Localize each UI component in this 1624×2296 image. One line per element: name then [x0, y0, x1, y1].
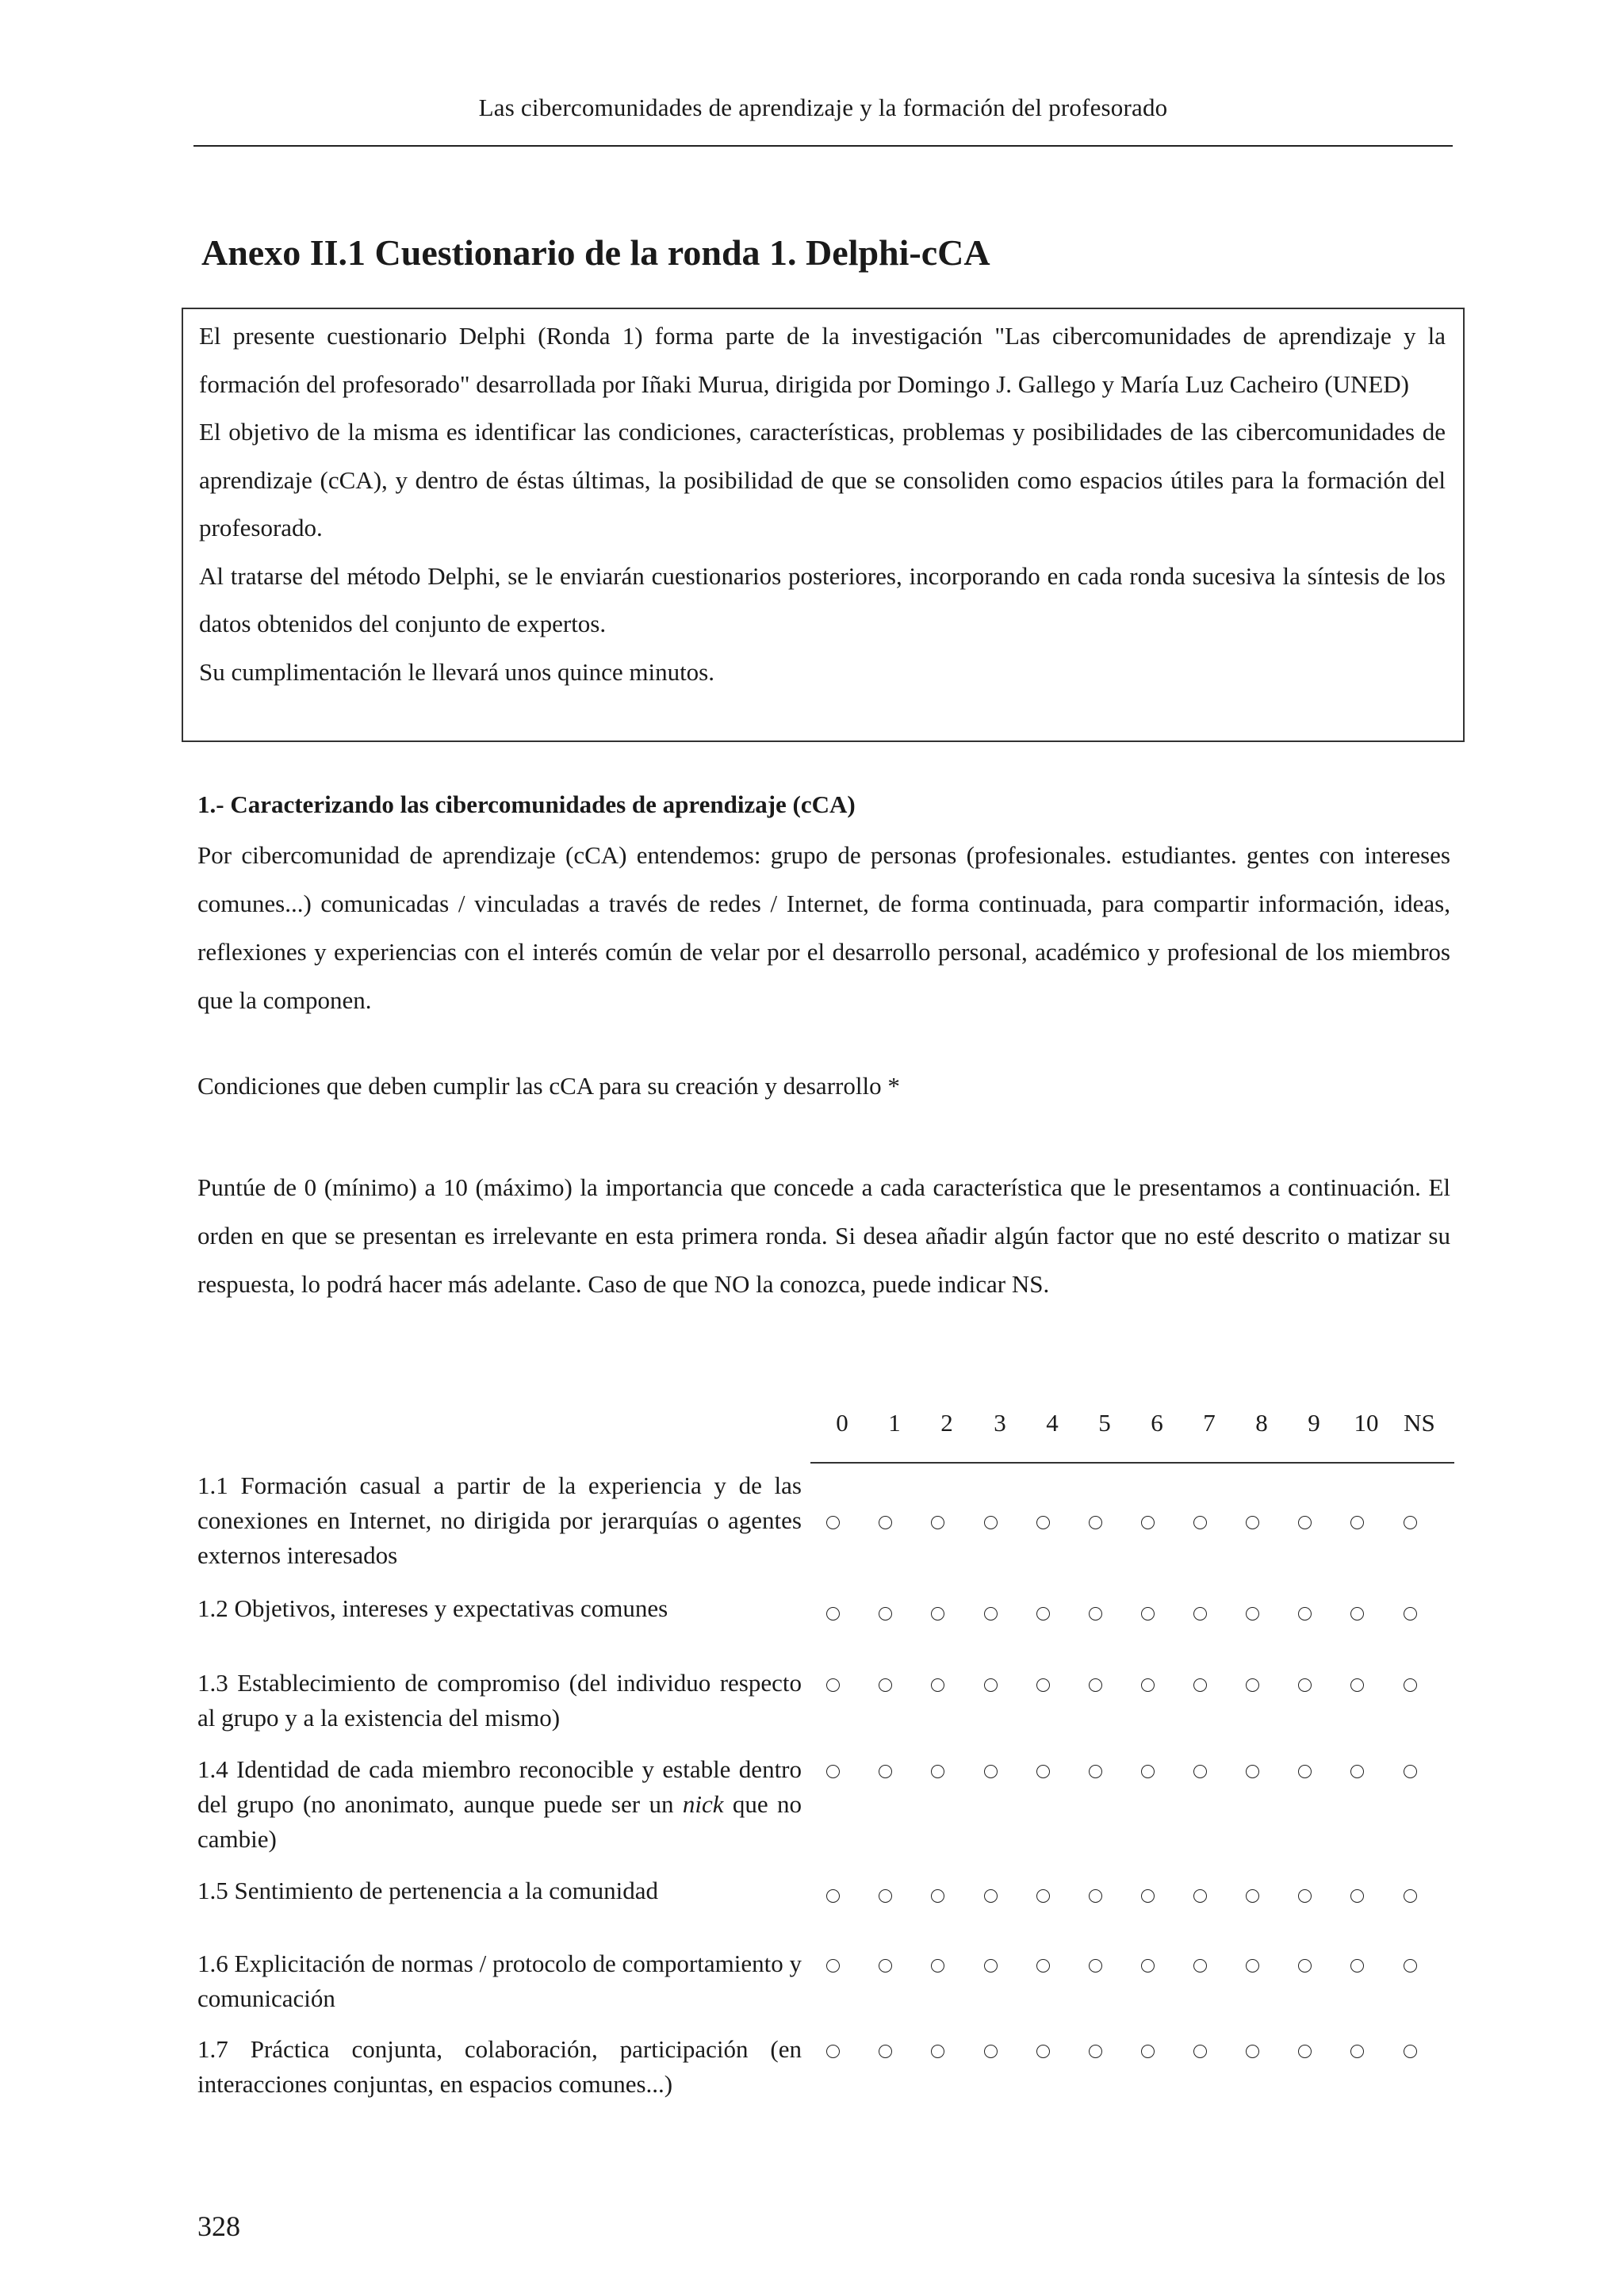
question-label: 1.5 Sentimiento de pertenencia a la comunidad [197, 1877, 659, 1904]
question-text-italic: nick [682, 1790, 724, 1818]
radio-option[interactable] [1404, 1516, 1417, 1529]
section-instructions [197, 1163, 1450, 1308]
radio-group [197, 1946, 1466, 1981]
radio-option[interactable] [1089, 1959, 1102, 1973]
scale-label: 0 [836, 1409, 848, 1437]
radio-option[interactable] [1246, 1607, 1259, 1621]
radio-option[interactable] [1404, 1765, 1417, 1778]
radio-option[interactable] [931, 1959, 944, 1973]
radio-option[interactable] [1141, 1889, 1155, 1903]
radio-option[interactable] [1036, 1889, 1050, 1903]
scale-label: 10 [1354, 1409, 1379, 1437]
radio-option[interactable] [984, 1765, 998, 1778]
radio-option[interactable] [1193, 1959, 1207, 1973]
radio-group [197, 1503, 1466, 1538]
radio-option[interactable] [1298, 1516, 1312, 1529]
conditions-prompt: Condiciones que deben cumplir las cCA para su creación y desarrollo * [197, 1072, 900, 1100]
radio-option[interactable] [1298, 2045, 1312, 2058]
radio-option[interactable] [1141, 1959, 1155, 1973]
scale-label: 4 [1046, 1409, 1059, 1437]
radio-option[interactable] [1036, 1765, 1050, 1778]
rating-scale-header [818, 1409, 1456, 1441]
radio-option[interactable] [1036, 1516, 1050, 1529]
question-text: 1.4 Identidad de cada miembro reconocible y estable dentro del grupo (no anonimato, aunque puede ser un [197, 1755, 802, 1818]
scale-label: 5 [1098, 1409, 1111, 1437]
question-label: 1.3 Establecimiento de compromiso (del individuo respecto al grupo y a la existencia del mismo) [197, 1669, 802, 1732]
radio-option[interactable] [1141, 1607, 1155, 1621]
radio-option[interactable] [1246, 1959, 1259, 1973]
scale-label: 8 [1255, 1409, 1268, 1437]
radio-option[interactable] [879, 1959, 892, 1973]
radio-option[interactable] [1193, 1889, 1207, 1903]
section-definition [197, 831, 1450, 1024]
radio-option[interactable] [826, 1765, 840, 1778]
header-divider [193, 145, 1453, 147]
radio-option[interactable] [1350, 1516, 1364, 1529]
radio-option[interactable] [1036, 1959, 1050, 1973]
radio-option[interactable] [1246, 1765, 1259, 1778]
radio-option[interactable] [1404, 1889, 1417, 1903]
radio-option[interactable] [879, 1516, 892, 1529]
radio-option[interactable] [1089, 1889, 1102, 1903]
radio-option[interactable] [826, 1516, 840, 1529]
intro-paragraph-4: Su cumplimentación le llevará unos quince minutos. [199, 657, 715, 686]
radio-option[interactable] [826, 1607, 840, 1621]
radio-option[interactable] [1141, 1765, 1155, 1778]
radio-option[interactable] [1350, 1765, 1364, 1778]
radio-option[interactable] [879, 1765, 892, 1778]
radio-option[interactable] [1193, 1516, 1207, 1529]
radio-option[interactable] [826, 1889, 840, 1903]
page-title: Anexo II.1 Cuestionario de la ronda 1. Delphi-cCA [201, 232, 990, 273]
radio-option[interactable] [1404, 1959, 1417, 1973]
definition-text: Por cibercomunidad de aprendizaje (cCA) entendemos: grupo de personas (profesionales. estudiantes. gentes con intereses comunes...) comunicadas / vinculadas a través de redes / Internet, de forma continuada, para compartir información, ideas, reflexiones y experiencias con el interés común de velar por el desarrollo personal, académico y profesional de los miembros que la componen. [197, 841, 1450, 1014]
intro-paragraph-3: Al tratarse del método Delphi, se le enviarán cuestionarios posteriores, incorporando en cada ronda sucesiva la síntesis de los datos obtenidos del conjunto de expertos. [199, 561, 1446, 637]
radio-option[interactable] [826, 1959, 840, 1973]
scale-divider [810, 1462, 1454, 1464]
radio-option[interactable] [1298, 1889, 1312, 1903]
radio-group [197, 2032, 1466, 2067]
radio-option[interactable] [1089, 1765, 1102, 1778]
scale-label: 6 [1151, 1409, 1163, 1437]
instructions-text: Puntúe de 0 (mínimo) a 10 (máximo) la importancia que concede a cada característica que le presentamos a continuación. El orden en que se presentan es irrelevante en esta primera ronda. Si desea añadir algún factor que no esté descrito o matizar su respuesta, lo podrá hacer más adelante. Caso de que NO la conozca, puede indicar NS. [197, 1173, 1450, 1298]
radio-option[interactable] [1246, 2045, 1259, 2058]
radio-option[interactable] [879, 1889, 892, 1903]
question-label: 1.2 Objetivos, intereses y expectativas comunes [197, 1594, 668, 1622]
radio-option[interactable] [1246, 1516, 1259, 1529]
radio-option[interactable] [1298, 1607, 1312, 1621]
radio-option[interactable] [826, 2045, 840, 2058]
radio-option[interactable] [984, 1889, 998, 1903]
radio-option[interactable] [984, 2045, 998, 2058]
radio-option[interactable] [1246, 1678, 1259, 1692]
scale-label: 1 [888, 1409, 901, 1437]
radio-option[interactable] [1141, 1516, 1155, 1529]
radio-group [197, 1752, 1466, 1787]
running-header: Las cibercomunidades de aprendizaje y la formación del profesorado [478, 94, 1168, 121]
radio-option[interactable] [1193, 1765, 1207, 1778]
radio-option[interactable] [1298, 1678, 1312, 1692]
radio-option[interactable] [931, 1889, 944, 1903]
radio-option[interactable] [984, 1516, 998, 1529]
radio-option[interactable] [1193, 1607, 1207, 1621]
question-label: 1.6 Explicitación de normas / protocolo de comportamiento y comunicación [197, 1950, 802, 2012]
question-label: 1.1 Formación casual a partir de la experiencia y de las conexiones en Internet, no dirigida por jerarquías o agentes externos interesados [197, 1471, 802, 1569]
radio-option[interactable] [1350, 1959, 1364, 1973]
radio-option[interactable] [1404, 2045, 1417, 2058]
radio-option[interactable] [1089, 1607, 1102, 1621]
radio-option[interactable] [931, 1678, 944, 1692]
radio-option[interactable] [1404, 1607, 1417, 1621]
radio-option[interactable] [1193, 2045, 1207, 2058]
radio-option[interactable] [1350, 1889, 1364, 1903]
scale-label: 2 [940, 1409, 953, 1437]
radio-option[interactable] [1141, 1678, 1155, 1692]
radio-option[interactable] [1089, 2045, 1102, 2058]
intro-paragraph-1: El presente cuestionario Delphi (Ronda 1) forma parte de la investigación "Las cibercomunidades de aprendizaje y la formación del profesorado" desarrollada por Iñaki Murua, dirigida por Domingo J. Gallego y María Luz Cacheiro (UNED) [199, 322, 1446, 398]
radio-group [197, 1594, 1466, 1629]
radio-option[interactable] [1350, 1607, 1364, 1621]
scale-label: 7 [1203, 1409, 1216, 1437]
radio-option[interactable] [1089, 1678, 1102, 1692]
radio-option[interactable] [1350, 2045, 1364, 2058]
scale-label: 9 [1308, 1409, 1320, 1437]
radio-group [197, 1666, 1466, 1701]
radio-option[interactable] [879, 2045, 892, 2058]
radio-option[interactable] [1193, 1678, 1207, 1692]
radio-option[interactable] [931, 2045, 944, 2058]
question-text: que no cambie) [197, 1790, 802, 1853]
radio-option[interactable] [1350, 1678, 1364, 1692]
radio-option[interactable] [879, 1678, 892, 1692]
question-label: 1.7 Práctica conjunta, colaboración, participación (en interacciones conjuntas, en espacios comunes...) [197, 2035, 802, 2098]
radio-option[interactable] [879, 1607, 892, 1621]
radio-option[interactable] [826, 1678, 840, 1692]
intro-box [182, 308, 1465, 742]
radio-option[interactable] [984, 1959, 998, 1973]
radio-option[interactable] [931, 1765, 944, 1778]
radio-option[interactable] [1141, 2045, 1155, 2058]
radio-option[interactable] [1404, 1678, 1417, 1692]
radio-group [197, 1877, 1466, 1911]
radio-option[interactable] [1246, 1889, 1259, 1903]
scale-label: 3 [994, 1409, 1006, 1437]
scale-label: NS [1404, 1409, 1435, 1437]
radio-option[interactable] [1298, 1765, 1312, 1778]
radio-option[interactable] [1089, 1516, 1102, 1529]
radio-option[interactable] [1036, 2045, 1050, 2058]
radio-option[interactable] [1298, 1959, 1312, 1973]
radio-option[interactable] [1036, 1607, 1050, 1621]
radio-option[interactable] [984, 1607, 998, 1621]
section-heading: 1.- Caracterizando las cibercomunidades de aprendizaje (cCA) [197, 790, 856, 818]
radio-option[interactable] [1036, 1678, 1050, 1692]
page-number: 328 [197, 2210, 240, 2242]
intro-paragraph-2: El objetivo de la misma es identificar las condiciones, características, problemas y posibilidades de las cibercomunidades de aprendizaje (cCA), y dentro de éstas últimas, la posibilidad de que se consoliden como espacios útiles para la formación del profesorado. [199, 418, 1446, 541]
radio-option[interactable] [931, 1607, 944, 1621]
radio-option[interactable] [984, 1678, 998, 1692]
radio-option[interactable] [931, 1516, 944, 1529]
